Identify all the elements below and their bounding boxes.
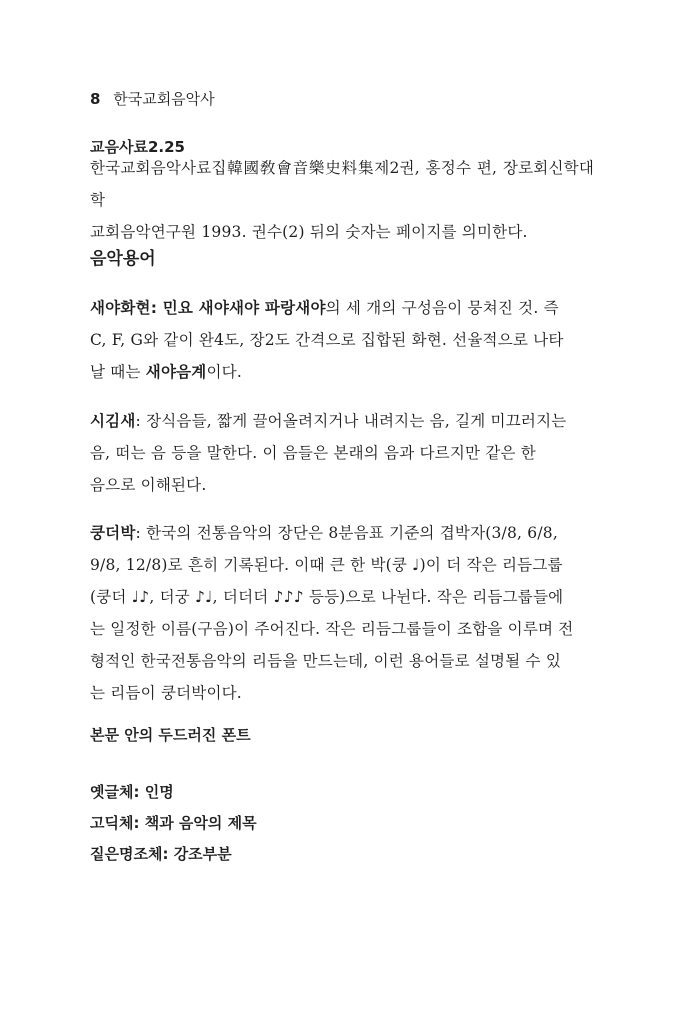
term-line: 형적인 한국전통음악의 리듬을 만드는데, 이런 용어들로 설명될 수 있 (90, 652, 561, 670)
term-line (90, 517, 594, 549)
term-text: : 장식음들, 짧게 끌어올려지거나 내려지는 음, 길게 미끄러지는 (135, 412, 567, 430)
term-colon: : 민요 (150, 299, 199, 317)
source-title: 교음사료2.25 (90, 138, 185, 156)
term-entry (90, 292, 594, 388)
term-line: 는 일정한 이름(구음)이 주어진다. 작은 리듬그룹들이 조합을 이루며 전 (90, 620, 574, 638)
term-line: 9/8, 12/8)로 흔히 기록된다. 이때 큰 한 박(쿵 ♩)이 더 작은 리듬그룹 (90, 556, 563, 574)
term-line (90, 405, 594, 437)
page-number: 8 (90, 90, 101, 108)
term-text: 이다. (206, 363, 242, 381)
running-header (90, 88, 215, 109)
source-line: 한국교회음악사료집韓國敎會音樂史料集제2권, 홍정수 편, 장로회신학대학 (90, 159, 594, 209)
source-citation (90, 152, 594, 248)
term-text: : 한국의 전통음악의 장단은 8분음표 기준의 겹박자(3/8, 6/8, (135, 524, 558, 542)
source-line: 교회음악연구원 1993. 권수(2) 뒤의 숫자는 페이지를 의미한다. (90, 223, 528, 241)
term-line: 음, 떠는 음 등을 말한다. 이 음들은 본래의 음과 다르지만 같은 한 (90, 444, 536, 462)
font-legend-item (90, 781, 174, 802)
term-name: 쿵더박 (90, 524, 136, 542)
term-line (90, 356, 594, 388)
term-line (90, 292, 594, 324)
font-legend-label: 짙은명조체: (90, 845, 169, 863)
font-legend-value: 인명 (144, 783, 174, 801)
term-text: 의 세 개의 구성음이 뭉쳐진 것. 즉 (325, 299, 559, 317)
term-line: 음으로 이해된다. (90, 476, 207, 494)
font-legend-item (90, 812, 257, 833)
font-legend-item (90, 843, 232, 864)
term-entry (90, 405, 594, 501)
font-legend-label: 고딕체: (90, 814, 140, 832)
term-emphasis: 새야음계 (145, 363, 207, 381)
term-emphasis: 새야새야 파랑새야 (198, 299, 326, 317)
terms-section-title: 음악용어 (90, 249, 156, 269)
font-legend-label: 옛글체: (90, 783, 140, 801)
term-text: 날 때는 (90, 363, 146, 381)
term-line: (쿵더 ♩♪, 더궁 ♪♩, 더더더 ♪♪♪ 등등)으로 나뉜다. 작은 리듬그룹들에 (90, 588, 564, 606)
font-legend-value: 책과 음악의 제목 (144, 814, 257, 832)
font-legend-value: 강조부분 (173, 845, 232, 863)
fonts-section-title: 본문 안의 두드러진 폰트 (90, 726, 251, 744)
term-name: 새야화현 (90, 299, 151, 317)
term-name: 시김새 (90, 412, 136, 430)
book-title: 한국교회음악사 (113, 90, 215, 108)
term-line: C, F, G와 같이 완4도, 장2도 간격으로 집합된 화현. 선율적으로 나타 (90, 331, 564, 349)
term-line: 는 리듬이 쿵더박이다. (90, 684, 242, 702)
term-entry (90, 517, 594, 709)
